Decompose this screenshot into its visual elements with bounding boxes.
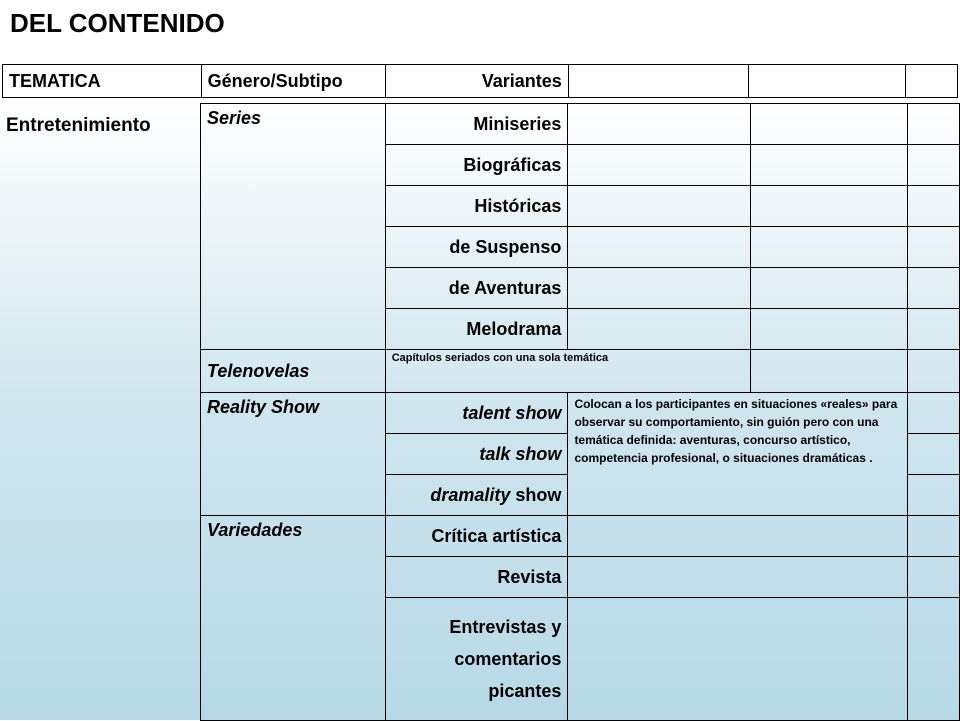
entrevistas-line-3: picantes (488, 681, 562, 701)
genero-series: Series (201, 104, 386, 350)
variante-revista: Revista (385, 557, 568, 598)
cell-empty (751, 145, 908, 186)
header-genero: Género/Subtipo (201, 65, 386, 98)
header-table (2, 64, 958, 98)
variante-historicas: Históricas (385, 186, 568, 227)
cell-empty (568, 186, 751, 227)
variante-dramality-show (385, 475, 568, 516)
variante-suspenso: de Suspenso (385, 227, 568, 268)
cell-empty (568, 268, 751, 309)
cell-empty (568, 227, 751, 268)
cell-empty (751, 268, 908, 309)
cell-empty (907, 309, 959, 350)
genero-variedades: Variedades (201, 516, 386, 721)
variante-biograficas: Biográficas (385, 145, 568, 186)
variante-miniseries: Miniseries (385, 104, 568, 145)
cell-empty (907, 186, 959, 227)
header-tematica: TEMATICA (3, 65, 202, 98)
tematica-label: Entretenimiento (6, 115, 151, 136)
cell-empty (568, 145, 751, 186)
entrevistas-line-2: comentarios (454, 649, 562, 669)
cell-empty (907, 104, 959, 145)
cell-empty (568, 557, 907, 598)
cell-empty (907, 516, 959, 557)
cell-empty (568, 598, 907, 721)
genero-reality: Reality Show (201, 393, 386, 516)
variante-entrevistas (385, 598, 568, 721)
header-variantes: Variantes (386, 65, 569, 98)
cell-empty (907, 598, 959, 721)
cell-empty (907, 434, 959, 475)
dramality-show-text: show (510, 484, 562, 505)
header-empty-2 (749, 65, 905, 98)
cell-empty (907, 268, 959, 309)
cell-empty (751, 309, 908, 350)
content-table (200, 103, 960, 721)
variante-critica: Crítica artística (385, 516, 568, 557)
cell-empty (568, 516, 907, 557)
cell-empty (568, 104, 751, 145)
cell-empty (907, 393, 959, 434)
cell-empty (907, 475, 959, 516)
cell-empty (751, 227, 908, 268)
variante-melodrama: Melodrama (385, 309, 568, 350)
variante-talent-show: talent show (385, 393, 568, 434)
note-reality: Colocan a los participantes en situaciones «reales» para observar su comportamiento, sin guión pero con una temática definida: aventuras, concurso artístico, competencia profesional, o situaciones dramáticas . (568, 393, 907, 516)
cell-empty (751, 186, 908, 227)
cell-empty (751, 350, 908, 393)
page-title: DEL CONTENIDO (10, 8, 225, 38)
cell-empty (568, 309, 751, 350)
genero-telenovelas: Telenovelas (201, 350, 386, 393)
entrevistas-line-1: Entrevistas y (449, 617, 562, 637)
header-empty-1 (568, 65, 749, 98)
cell-empty (907, 557, 959, 598)
cell-empty (751, 104, 908, 145)
variante-talk-show: talk show (385, 434, 568, 475)
cell-empty (907, 350, 959, 393)
dramality-italic: dramality (430, 484, 511, 505)
cell-empty (907, 227, 959, 268)
variante-aventuras: de Aventuras (385, 268, 568, 309)
header-empty-3 (905, 65, 957, 98)
note-telenovelas: Capítulos seriados con una sola temática (385, 350, 750, 393)
cell-empty (907, 145, 959, 186)
